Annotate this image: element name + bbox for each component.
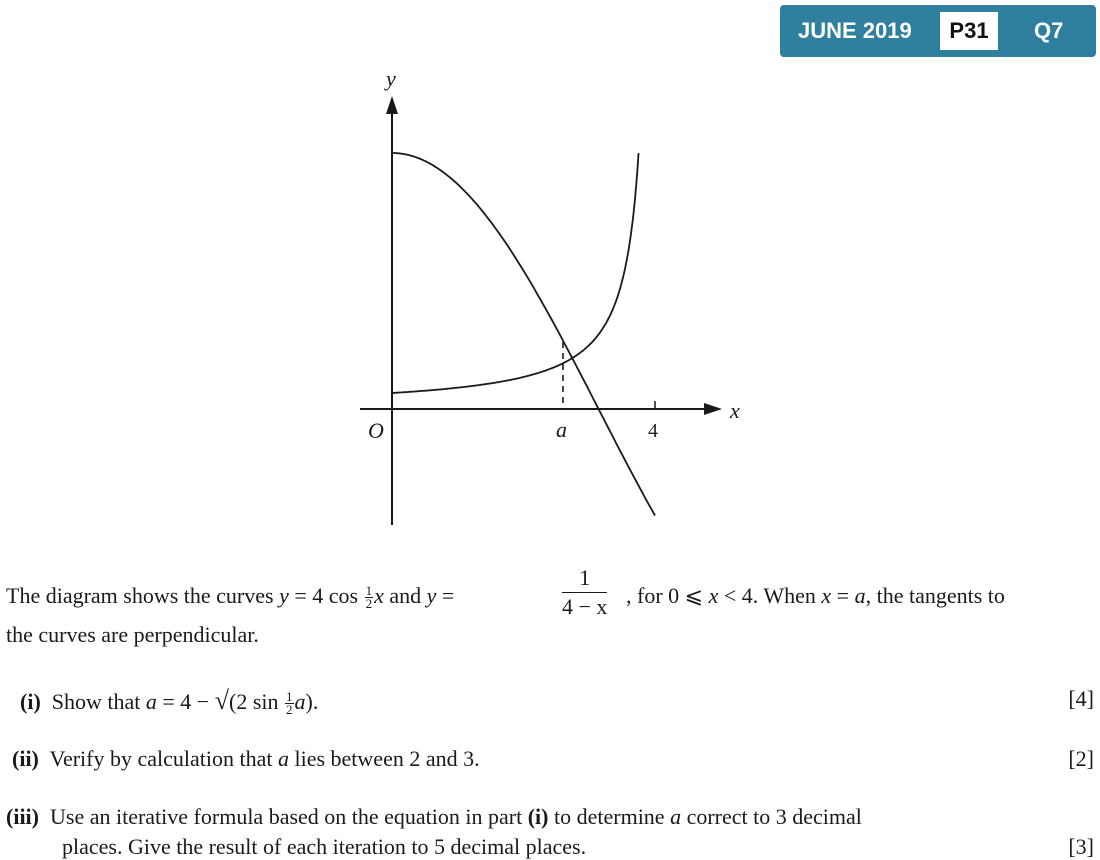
part-iii-text: Use an iterative formula based on the equation in part [50,804,528,829]
part-iii-marks: [3] [1068,834,1094,859]
part-iii [6,804,862,830]
a-label: a [556,417,567,442]
sqrt-sign: √ [214,686,229,715]
and-text: and [383,583,427,608]
part-ii [12,746,480,772]
y-axis-label: y [386,66,396,91]
part-ii-text: Verify by calculation that [49,746,278,771]
half-fraction [365,585,374,610]
equals-text: = [436,583,455,608]
cos-eq-text: = 4 cos [288,583,364,608]
comma: , [626,583,632,608]
exam-date: JUNE 2019 [798,18,912,43]
part-ii-label: (ii) [12,746,39,771]
half-den: 2 [365,596,373,612]
var-y: y [279,583,289,608]
part-ii-marks: [2] [1068,746,1094,771]
part-iii-text-3: correct to 3 decimal [681,804,862,829]
y-axis-arrowhead [386,96,398,114]
part-i-close: ). [305,689,319,714]
fraction-denominator: 4 − x [562,594,608,619]
domain-text: for 0 ⩽ [631,583,709,608]
x-axis-arrowhead [704,403,722,415]
var-a: a [294,689,306,714]
half-den: 2 [286,702,293,718]
intro-line-1-end [626,583,1005,609]
intro-line-2: the curves are perpendicular. [6,622,259,647]
x-tick-label-4: 4 [648,420,658,442]
part-ref: (i) [527,804,549,829]
var-a: a [145,689,157,714]
part-i [20,686,318,716]
part-iii-line-2: places. Give the result of each iteration to 5 decimal places. [62,834,587,859]
var-x: x [821,583,832,608]
fraction-numerator: 1 [562,565,607,593]
part-i-eq: = 4 − [156,689,215,714]
half-num: 1 [365,583,373,599]
equals-text: = [831,583,855,608]
paper-code-badge: P31 [940,12,998,50]
cosine-curve [392,153,655,516]
domain-text-2: < 4. When [718,583,822,608]
part-iii-text-2: to determine [548,804,671,829]
question-number: Q7 [1034,18,1064,43]
part-i-sin: (2 sin [229,689,284,714]
var-y: y [426,583,437,608]
origin-label: O [368,418,384,443]
part-i-label: (i) [20,689,41,714]
var-x: x [374,583,384,608]
var-a: a [670,804,682,829]
tangents-text: , the tangents to [865,583,1005,608]
reciprocal-curve [392,153,639,393]
intro-text: The diagram shows the curves [6,583,280,608]
half-fraction [285,691,294,716]
intro-line-1 [6,583,454,610]
part-iii-label: (iii) [6,804,39,829]
x-axis-label: x [730,398,740,423]
var-a: a [854,583,866,608]
reciprocal-fraction [562,565,607,620]
var-a: a [277,746,289,771]
part-ii-text-2: lies between 2 and 3. [288,746,480,771]
half-num: 1 [286,689,293,705]
part-i-text: Show that [51,689,146,714]
var-x: x [708,583,719,608]
part-i-marks: [4] [1068,686,1094,711]
